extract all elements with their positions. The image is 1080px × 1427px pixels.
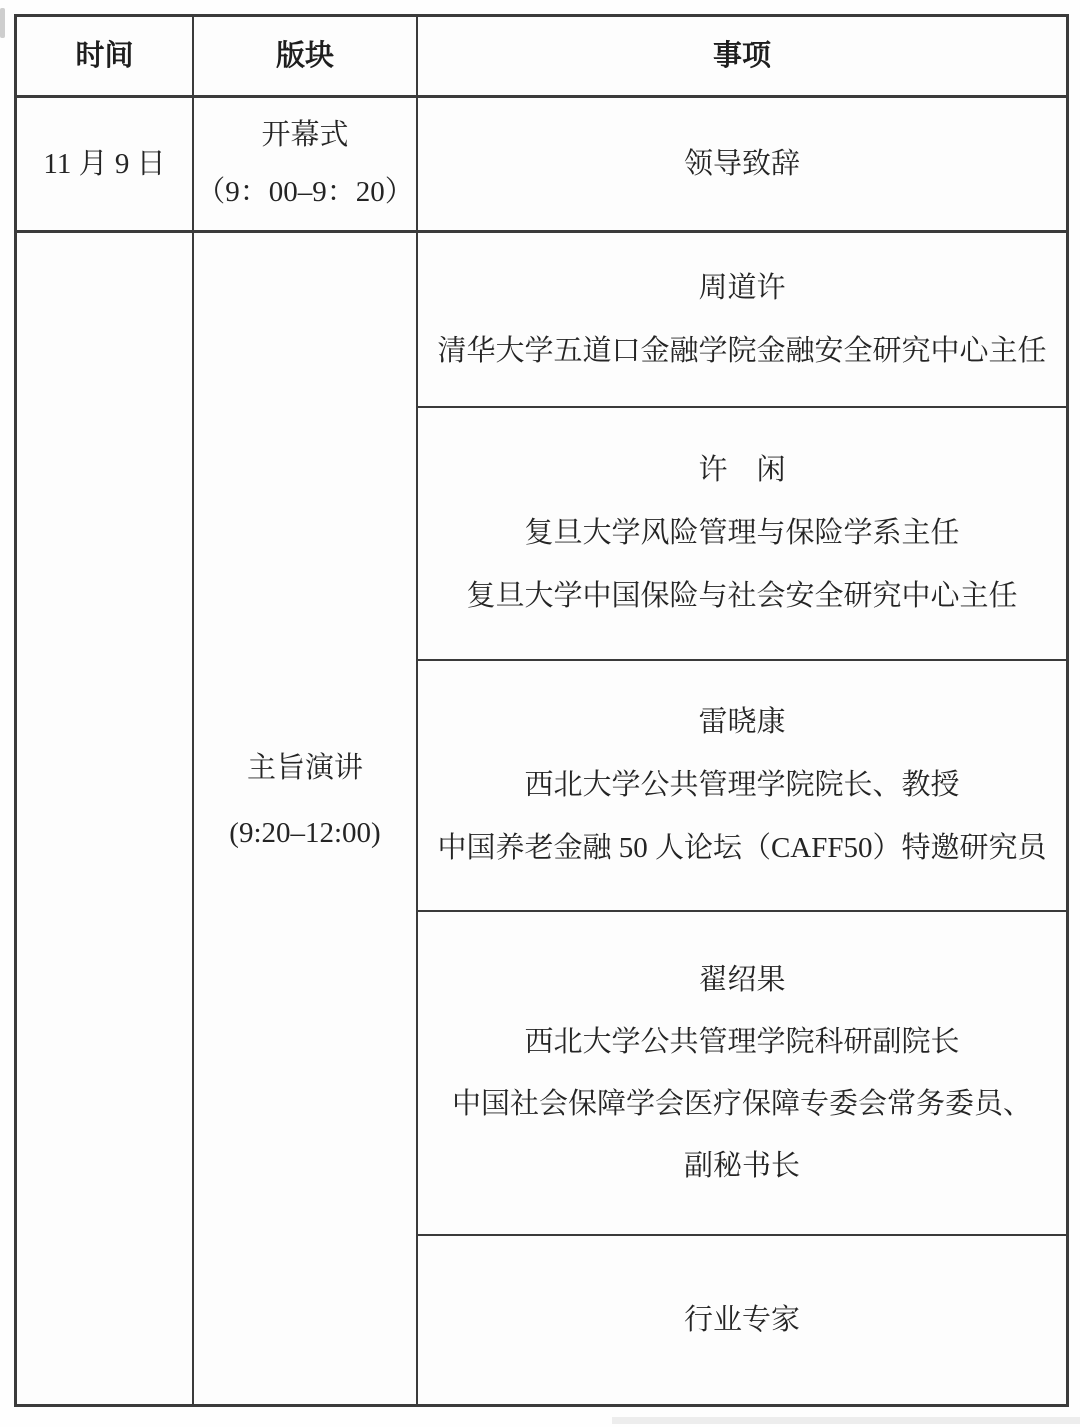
speaker-name: 行业专家 [683, 1303, 800, 1336]
header-time-label: 时间 [75, 39, 134, 72]
speaker-name: 翟绍果 [698, 963, 786, 996]
keynote-items-cell [418, 233, 1066, 1404]
opening-section-time: （9：00–9：20） [196, 176, 414, 208]
table-row-keynote [17, 233, 1066, 1404]
header-item-label: 事项 [712, 39, 771, 72]
keynote-section-time: (9:20–12:00) [229, 816, 381, 849]
speaker-title: 复旦大学风险管理与保险学系主任 [524, 517, 960, 549]
speaker-row [418, 661, 1066, 912]
keynote-section-block [229, 751, 381, 849]
agenda-table [14, 14, 1069, 1407]
speaker-title: 清华大学五道口金融学院金融安全研究中心主任 [437, 334, 1047, 367]
speaker-title: 中国社会保障学会医疗保障专委会常务委员、 [451, 1087, 1032, 1120]
speaker-row [418, 408, 1066, 661]
table-row-opening [17, 98, 1066, 233]
speaker-title: 副秘书长 [683, 1149, 800, 1182]
keynote-time-cell [17, 233, 194, 1404]
scan-artifact [0, 8, 5, 38]
opening-time-cell [17, 98, 194, 230]
opening-date: 11 月 9 日 [43, 147, 166, 180]
speaker-name: 许 闲 [698, 454, 786, 486]
header-cell-section [194, 17, 418, 95]
opening-item-cell [418, 98, 1066, 230]
header-cell-time [17, 17, 194, 95]
speaker-name: 雷晓康 [698, 706, 786, 738]
speaker-title: 复旦大学中国保险与社会安全研究中心主任 [466, 580, 1018, 612]
speaker-name: 周道许 [698, 271, 786, 304]
speaker-title: 西北大学公共管理学院院长、教授 [524, 769, 960, 801]
header-cell-item [418, 17, 1066, 95]
table-header-row [17, 17, 1066, 98]
opening-item-text: 领导致辞 [683, 147, 800, 180]
speaker-row [418, 1236, 1066, 1404]
speaker-row [418, 233, 1066, 408]
speaker-row [418, 912, 1066, 1236]
speaker-title: 西北大学公共管理学院科研副院长 [524, 1025, 960, 1058]
opening-section-title: 开幕式 [261, 119, 349, 151]
opening-section-cell [194, 98, 418, 230]
scan-artifact [612, 1417, 1080, 1424]
keynote-section-cell [194, 233, 418, 1404]
speaker-title: 中国养老金融 50 人论坛（CAFF50）特邀研究员 [437, 832, 1047, 864]
keynote-section-title: 主旨演讲 [246, 751, 363, 784]
header-section-label: 版块 [275, 39, 334, 72]
